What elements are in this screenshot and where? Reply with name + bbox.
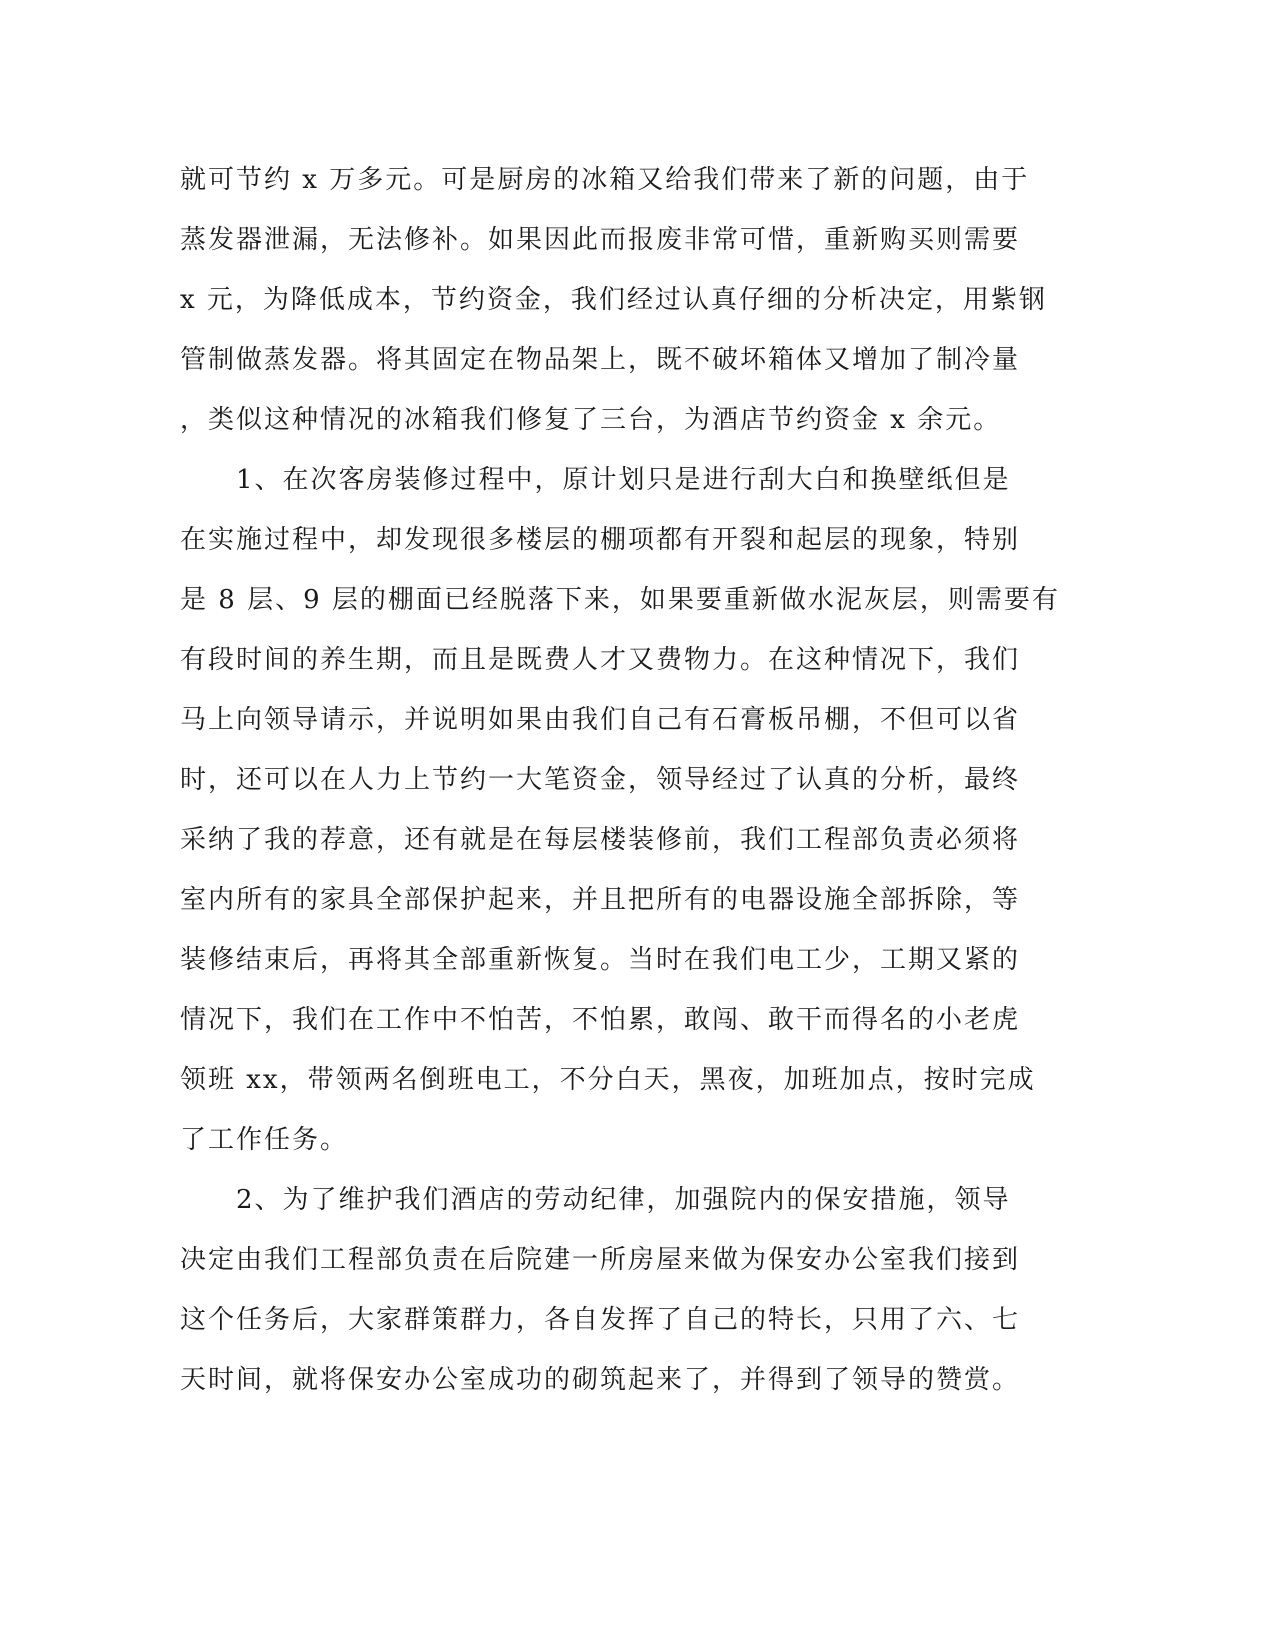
text-line: 采纳了我的荐意，还有就是在每层楼装修前，我们工程部负责必须将 bbox=[180, 825, 1021, 855]
text-line: 决定由我们工程部负责在后院建一所房屋来做为保安办公室我们接到 bbox=[180, 1245, 1021, 1275]
text-line: 在实施过程中，却发现很多楼层的棚项都有开裂和起层的现象，特别 bbox=[180, 525, 1021, 555]
text-line: 情况下，我们在工作中不怕苦，不怕累，敢闯、敢干而得名的小老虎 bbox=[180, 1005, 1021, 1035]
text-line: 时，还可以在人力上节约一大笔资金，领导经过了认真的分析，最终 bbox=[180, 765, 1021, 795]
text-line: 是 8 层、9 层的棚面已经脱落下来，如果要重新做水泥灰层，则需要有 bbox=[180, 585, 1060, 615]
text-line: 1、在次客房装修过程中，原计划只是进行刮大白和换壁纸但是 bbox=[180, 465, 1011, 495]
text-line: 2、为了维护我们酒店的劳动纪律，加强院内的保安措施，领导 bbox=[180, 1185, 1011, 1215]
text-line: 室内所有的家具全部保护起来，并且把所有的电器设施全部拆除，等 bbox=[180, 885, 1021, 915]
text-line: ，类似这种情况的冰箱我们修复了三台，为酒店节约资金 x 余元。 bbox=[180, 405, 1002, 435]
text-line: 就可节约 x 万多元。可是厨房的冰箱又给我们带来了新的问题，由于 bbox=[180, 165, 1030, 195]
text-line: 蒸发器泄漏，无法修补。如果因此而报废非常可惜，重新购买则需要 bbox=[180, 225, 1021, 255]
text-line: 装修结束后，再将其全部重新恢复。当时在我们电工少，工期又紧的 bbox=[180, 945, 1021, 975]
text-line: 天时间，就将保安办公室成功的砌筑起来了，并得到了领导的赞赏。 bbox=[180, 1365, 1021, 1395]
text-line: 管制做蒸发器。将其固定在物品架上，既不破坏箱体又增加了制冷量 bbox=[180, 345, 1021, 375]
text-line: 有段时间的养生期，而且是既费人才又费物力。在这种情况下，我们 bbox=[180, 645, 1021, 675]
document-body bbox=[180, 158, 1060, 1418]
text-line: 领班 xx，带领两名倒班电工，不分白天，黑夜，加班加点，按时完成 bbox=[180, 1065, 1036, 1095]
text-line: 了工作任务。 bbox=[180, 1125, 349, 1155]
text-line: x 元，为降低成本，节约资金，我们经过认真仔细的分析决定，用紫钢 bbox=[180, 285, 1047, 315]
text-line: 马上向领导请示，并说明如果由我们自己有石膏板吊棚，不但可以省 bbox=[180, 705, 1021, 735]
text-line: 这个任务后，大家群策群力，各自发挥了自己的特长，只用了六、七 bbox=[180, 1305, 1021, 1335]
